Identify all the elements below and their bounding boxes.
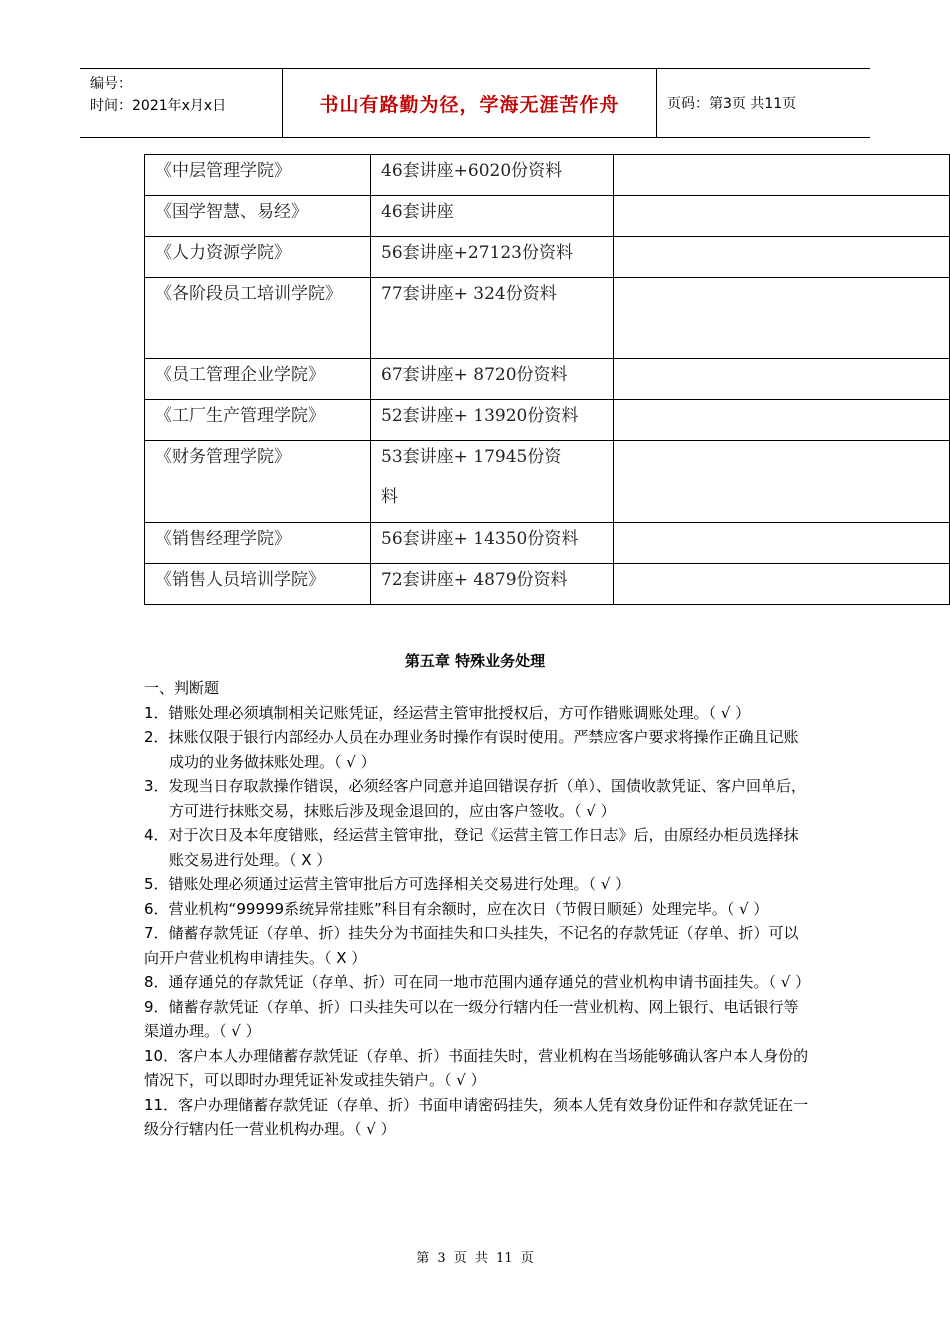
resource-content: 53套讲座+ 17945份资料 — [371, 441, 614, 523]
resource-name: 《员工管理企业学院》 — [145, 359, 371, 400]
resource-note — [614, 237, 950, 278]
page-header — [80, 68, 870, 138]
resource-content: 56套讲座+ 14350份资料 — [371, 523, 614, 564]
resource-note — [614, 359, 950, 400]
resource-name: 《销售经理学院》 — [145, 523, 371, 564]
resource-table — [144, 154, 950, 605]
table-row — [145, 564, 950, 605]
resource-note — [614, 564, 950, 605]
chapter-title: 第五章 特殊业务处理 — [404, 652, 546, 670]
question-item: 2．抹账仅限于银行内部经办人员在办理业务时操作有误时使用。严禁应客户要求将操作正确且记账成功的业务做抹账处理。（ √ ） — [144, 728, 799, 771]
question-list — [144, 676, 810, 1142]
table-row — [145, 278, 950, 359]
document-number-label: 编号： — [90, 76, 132, 92]
table-row — [145, 523, 950, 564]
resource-name: 《销售人员培训学院》 — [145, 564, 371, 605]
section-title: 一、判断题 — [144, 679, 220, 697]
resource-name: 《财务管理学院》 — [145, 441, 371, 523]
header-page-label: 页码：第3页 共11页 — [667, 96, 797, 112]
question-item: 8．通存通兑的存款凭证（存单、折）可在同一地市范围内通存通兑的营业机构申请书面挂失。（ √ ） — [144, 973, 811, 991]
question-item: 6．营业机构“99999系统异常挂账”科目有余额时，应在次日（节假日顺延）处理完毕。（ √ ） — [144, 899, 769, 918]
table-row — [145, 359, 950, 400]
header-motto: 书山有路勤为径，学海无涯苦作舟 — [282, 69, 657, 137]
header-info — [80, 69, 282, 137]
page-footer: 第 3 页 共 11 页 — [416, 1251, 534, 1266]
resource-content: 52套讲座+ 13920份资料 — [371, 400, 614, 441]
resource-content: 56套讲座+27123份资料 — [371, 237, 614, 278]
resource-name: 《工厂生产管理学院》 — [145, 400, 371, 441]
question-item: 11．客户办理储蓄存款凭证（存单、折）书面申请密码挂失，须本人凭有效身份证件和存款凭证在一级分行辖内任一营业机构办理。（ √ ） — [144, 1095, 809, 1138]
resource-note — [614, 278, 950, 359]
table-row — [145, 441, 950, 523]
resource-note — [614, 441, 950, 523]
resource-note — [614, 155, 950, 196]
table-row — [145, 237, 950, 278]
resource-content: 72套讲座+ 4879份资料 — [371, 564, 614, 605]
resource-name: 《各阶段员工培训学院》 — [145, 278, 371, 359]
resource-name: 《人力资源学院》 — [145, 237, 371, 278]
resource-note — [614, 196, 950, 237]
table-row — [145, 400, 950, 441]
question-item: 1．错账处理必须填制相关记账凭证，经运营主管审批授权后，方可作错账调账处理。（ √ ） — [144, 703, 751, 722]
question-item: 9．储蓄存款凭证（存单、折）口头挂失可以在一级分行辖内任一营业机构、网上银行、电话银行等渠道办理。（ √ ） — [144, 997, 799, 1040]
table-row — [145, 196, 950, 237]
question-item: 3．发现当日存取款操作错误，必须经客户同意并追回错误存折（单）、国债收款凭证、客户回单后，方可进行抹账交易，抹账后涉及现金退回的，应由客户签收。（ √ ） — [144, 777, 807, 820]
document-date-label: 时间：2021年x月x日 — [90, 98, 227, 114]
resource-note — [614, 523, 950, 564]
question-item: 10．客户本人办理储蓄存款凭证（存单、折）书面挂失时，营业机构在当场能够确认客户本人身份的情况下，可以即时办理凭证补发或挂失销户。（ √ ） — [144, 1046, 809, 1089]
resource-name: 《中层管理学院》 — [145, 155, 371, 196]
question-item: 7．储蓄存款凭证（存单、折）挂失分为书面挂失和口头挂失，不记名的存款凭证（存单、折）可以向开户营业机构申请挂失。（ X ） — [144, 924, 799, 967]
resource-content: 67套讲座+ 8720份资料 — [371, 359, 614, 400]
question-item: 5．错账处理必须通过运营主管审批后方可选择相关交易进行处理。（ √ ） — [144, 875, 631, 893]
table-row — [145, 155, 950, 196]
resource-content: 77套讲座+ 324份资料 — [371, 278, 614, 359]
resource-content: 46套讲座 — [371, 196, 614, 237]
question-item: 4．对于次日及本年度错账，经运营主管审批，登记《运营主管工作日志》后，由原经办柜员选择抹账交易进行处理。（ X ） — [144, 826, 799, 869]
resource-name: 《国学智慧、易经》 — [145, 196, 371, 237]
resource-note — [614, 400, 950, 441]
resource-content: 46套讲座+6020份资料 — [371, 155, 614, 196]
